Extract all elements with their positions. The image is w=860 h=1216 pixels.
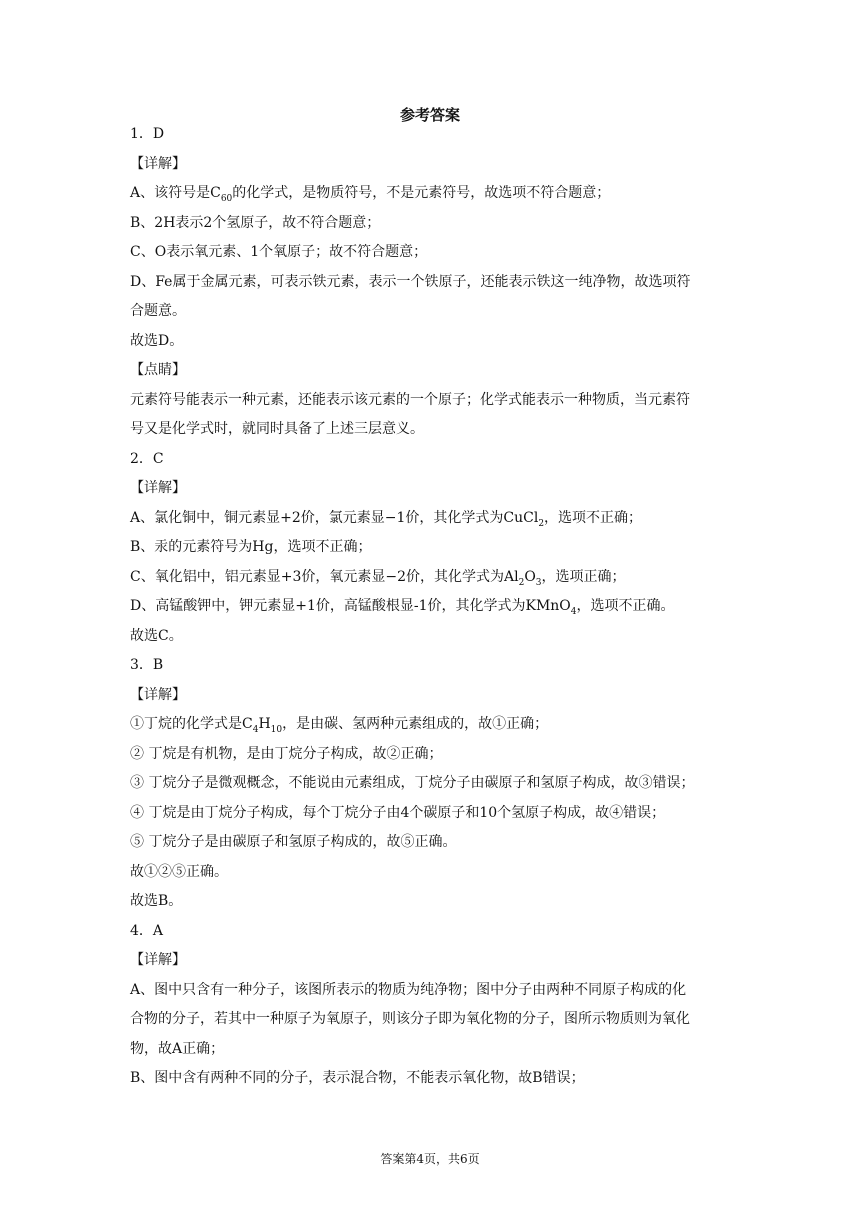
subscript: 3 — [535, 577, 542, 588]
subscript: 60 — [220, 193, 233, 204]
text: O — [524, 568, 536, 585]
text: ，选项正确； — [541, 568, 626, 585]
q4-answer: 4．A — [130, 922, 164, 939]
text: ，选项不正确。 — [576, 598, 675, 614]
answer-body — [130, 120, 730, 1094]
q1-detail-heading: 【详解】 — [130, 155, 186, 172]
subscript: 10 — [270, 724, 283, 735]
q3-detail-heading: 【详解】 — [130, 686, 186, 703]
page-title: 参考答案 — [399, 106, 460, 124]
text: C、氧化铝中，铝元素显+3价，氧元素显−2价，其化学式为Al — [130, 568, 519, 585]
q1-option-a — [130, 179, 730, 209]
q2-conclusion: 故选C。 — [130, 627, 183, 644]
q3-item-4: ④ 丁烷是由丁烷分子构成，每个丁烷分子由4个碳原子和10个氢原子构成，故④错误； — [130, 804, 666, 821]
subscript: 4 — [252, 724, 259, 735]
q3-summary: 故①②⑤正确。 — [130, 863, 228, 880]
q1-option-d-line1: D、Fe属于金属元素，可表示铁元素，表示一个铁原子，还能表示铁这一纯净物，故选项符 — [130, 273, 691, 290]
q2-option-b: B、汞的元素符号为Hg，选项不正确； — [130, 539, 372, 555]
text: H — [258, 716, 271, 732]
text: ，是由碳、氢两种元素组成的，故①正确； — [282, 716, 549, 732]
subscript: 4 — [570, 606, 577, 617]
subscript: 2 — [538, 518, 545, 529]
q1-tip-heading: 【点睛】 — [130, 362, 186, 378]
q3-item-2: ② 丁烷是有机物，是由丁烷分子构成，故②正确； — [130, 745, 443, 762]
q2-answer: 2．C — [130, 450, 164, 467]
q4-option-a-line3: 物，故A正确； — [130, 1040, 225, 1057]
q3-item-1 — [130, 710, 730, 740]
text: ①丁烷的化学式是C — [130, 716, 253, 732]
q1-tip-line2: 号又是化学式时，就同时具备了上述三层意义。 — [130, 421, 424, 437]
q2-option-c — [130, 563, 730, 593]
q1-answer: 1．D — [130, 126, 165, 142]
q1-tip-line1: 元素符号能表示一种元素，还能表示该元素的一个原子；化学式能表示一种物质，当元素符 — [130, 391, 690, 408]
q1-option-d-line2: 合题意。 — [130, 303, 186, 319]
q2-option-a — [130, 504, 730, 534]
q4-option-a-line2: 合物的分子，若其中一种原子为氧原子，则该分子即为氧化物的分子，图所示物质则为氧化 — [130, 1011, 690, 1027]
q4-option-b: B、图中含有两种不同的分子，表示混合物，不能表示氧化物，故B错误； — [130, 1070, 585, 1086]
text: A、该符号是C — [130, 185, 221, 201]
page-footer: 答案第4页，共6页 — [380, 1152, 480, 1166]
q1-option-b: B、2H表示2个氢原子，故不符合题意； — [130, 214, 381, 231]
q3-conclusion: 故选B。 — [130, 893, 183, 909]
text: D、高锰酸钾中，钾元素显+1价，高锰酸根显-1价，其化学式为KMnO — [130, 598, 571, 614]
q2-option-d — [130, 592, 730, 622]
q4-detail-heading: 【详解】 — [130, 952, 186, 968]
q3-answer: 3．B — [130, 657, 164, 673]
q2-detail-heading: 【详解】 — [130, 480, 186, 496]
q3-item-3: ③ 丁烷分子是微观概念，不能说由元素组成，丁烷分子由碳原子和氢原子构成，故③错误； — [130, 775, 695, 791]
text: ，选项不正确； — [544, 509, 643, 526]
subscript: 2 — [518, 577, 525, 588]
text: A、氯化铜中，铜元素显+2价，氯元素显−1价，其化学式为CuCl — [130, 509, 539, 526]
q1-conclusion: 故选D。 — [130, 332, 184, 349]
q3-item-5: ⑤ 丁烷分子是由碳原子和氢原子构成的，故⑤正确。 — [130, 834, 457, 850]
q1-option-c: C、O表示氧元素、1个氧原子；故不符合题意； — [130, 244, 428, 260]
text: 的化学式，是物质符号，不是元素符号，故选项不符合题意； — [232, 185, 611, 201]
q4-option-a-line1: A、图中只含有一种分子，该图所表示的物质为纯净物；图中分子由两种不同原子构成的化 — [130, 981, 687, 998]
